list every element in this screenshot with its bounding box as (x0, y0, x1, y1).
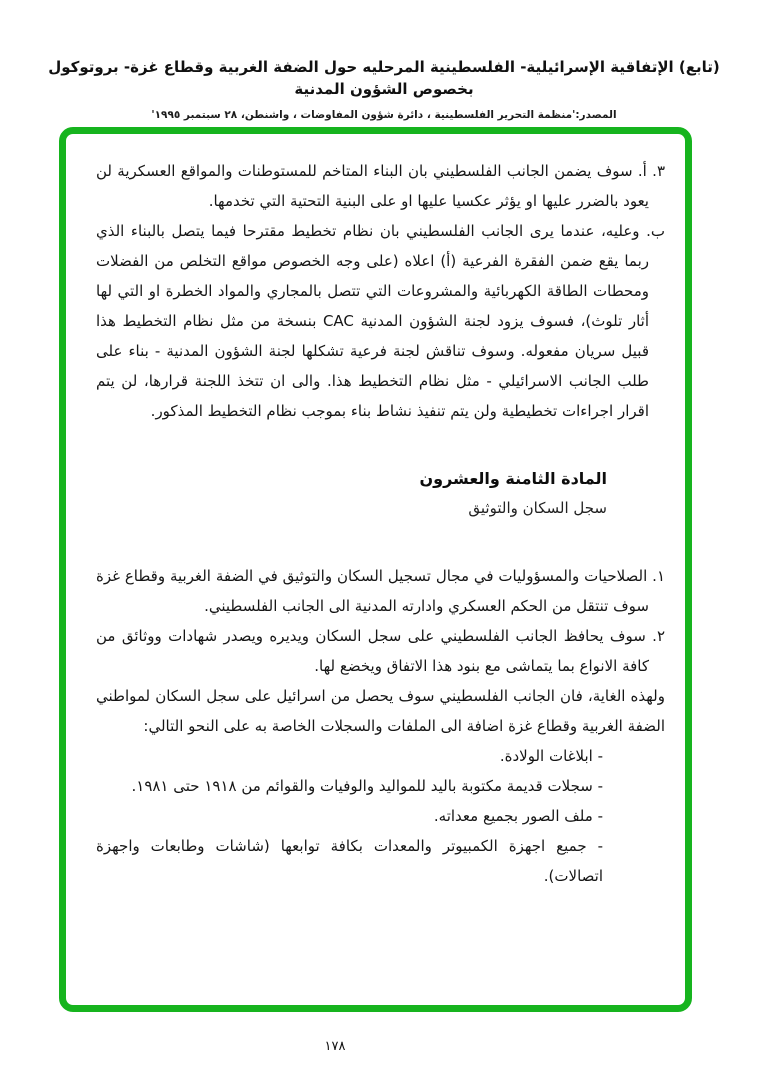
paragraph-item-3a: ٣. أ. سوف يضمن الجانب الفلسطيني بان البناء المتاخم للمستوطنات والمواقع العسكرية لن يعود بالضرر عليها او يؤثر عكسيا عليها او على البنية التحتية التي تخدمها. (96, 162, 665, 210)
article-heading (96, 466, 665, 521)
paragraph-item-1: ١. الصلاحيات والمسؤوليات في مجال تسجيل السكان والتوثيق في الضفة الغربية وقطاع غزة سوف تنتقل من الحكم العسكري وادارته المدنية الى الجانب الفلسطيني. (96, 567, 665, 615)
article-subtitle: سجل السكان والتوثيق (468, 499, 607, 517)
paragraph-intro: ولهذه الغاية، فان الجانب الفلسطيني سوف يحصل من اسرائيل على سجل السكان لمواطني الضفة الغربية وقطاع غزة اضافة الى الملفات والسجلات الخاصة به على النحو التالي: (96, 687, 665, 735)
article-title: المادة الثامنة والعشرون (419, 469, 607, 488)
list-item: - ابلاغات الولادة. (499, 747, 603, 765)
document-body (66, 134, 685, 891)
list-item: - سجلات قديمة مكتوبة باليد للمواليد والوفيات والقوائم من ١٩١٨ حتى ١٩٨١. (131, 777, 603, 795)
source-line: المصدر:'منظمة التحرير الفلسطينية ، دائرة شؤون المفاوضات ، واشنطن، ٢٨ سبتمبر ١٩٩٥' (151, 109, 617, 121)
paragraph-item-2: ٢. سوف يحافظ الجانب الفلسطيني على سجل السكان ويديره ويصدر شهادات ووثائق من كافة الانواع بما يتماشى مع بنود هذا الاتفاق ويخضع لها. (96, 627, 665, 675)
document-title: (تابع) الإتفاقية الإسرائيلية- الفلسطينية المرحليه حول الضفة الغربية وقطاع غزة- بروتوكول بخصوص الشؤون المدنية (48, 58, 720, 98)
article-body (96, 561, 665, 891)
page-number: ١٧٨ (324, 1039, 346, 1054)
list-item: - ملف الصور بجميع معداته. (433, 807, 603, 825)
document-frame (59, 127, 692, 1012)
list-item: - جميع اجهزة الكمبيوتر والمعدات بكافة توابعها (شاشات وطابعات واجهزة اتصالات). (96, 837, 603, 885)
paragraph-item-3b: ب. وعليه، عندما يرى الجانب الفلسطيني بان نظام تخطيط مقترحا فيما يتصل بالبناء الذي ربما يقع ضمن الفقرة الفرعية (أ) اعلاه (على وجه الخصوص مواقع التخلص من الفضلات ومحطات الطاقة الكهربائية والمشروعات التي تتصل بالمجاري والمواد الخطرة او التي لها أثار تلوث)، فسوف يزود لجنة الشؤون المدنية CAC بنسخة من مثل نظام التخطيط هذا قبيل سريان مفعوله. وسوف تناقش لجنة فرعية تشكلها لجنة الشؤون المدنية - بناء على طلب الجانب الاسرائيلي - مثل نظام التخطيط هذا. والى ان تتخذ اللجنة قرارها، لن يتم اقرار اجراءات تخطيطية ولن يتم تنفيذ نشاط بناء بموجب نظام التخطيط المذكور. (96, 222, 665, 420)
page-header (0, 56, 768, 121)
